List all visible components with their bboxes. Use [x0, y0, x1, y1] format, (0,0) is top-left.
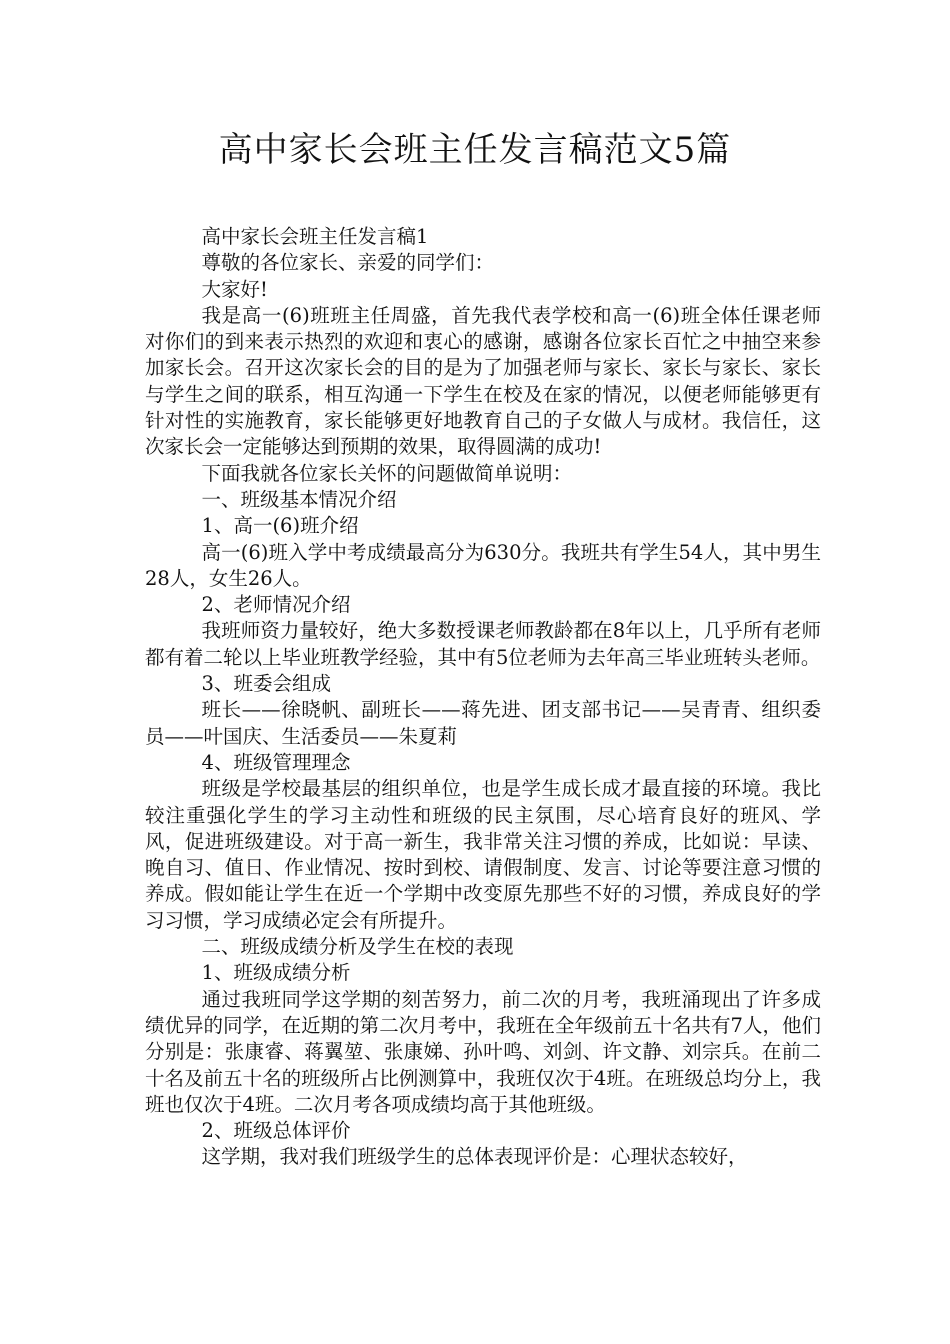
subsection-heading: 2、班级总体评价 [201, 1119, 351, 1143]
section-heading: 一、班级基本情况介绍 [201, 487, 397, 511]
subsection-heading: 1、高一(6)班介绍 [201, 514, 359, 538]
section-heading: 高中家长会班主任发言稿1 [201, 225, 429, 248]
section-heading: 二、班级成绩分析及学生在校的表现 [201, 935, 514, 959]
paragraph: 通过我班同学这学期的刻苦努力，前二次的月考，我班涌现出了许多成绩优异的同学，在近期的第二次月考中，我班在全年级前五十名共有7人，他们分别是：张康睿、蒋翼堃、张康娣、孙叶鸣、刘剑、许文静、刘宗兵。在前二十名及前五十名的班级所占比例测算中，我班仅次于4班。在班级总均分上，我班也仅次于4班。二次月考各项成绩均高于其他班级。 [145, 987, 821, 1116]
paragraph: 高一(6)班入学中考成绩最高分为630分。我班共有学生54人，其中男生28人，女生26人。 [145, 540, 821, 590]
subsection-heading: 2、老师情况介绍 [201, 593, 351, 617]
document-body [145, 224, 821, 1171]
subsection-heading: 4、班级管理理念 [201, 750, 351, 774]
paragraph: 班级是学校最基层的组织单位，也是学生成长成才最直接的环境。我比较注重强化学生的学习主动性和班级的民主氛围，尽心培育良好的班风、学风，促进班级建设。对于高一新生，我非常关注习惯的养成，比如说：早读、晚自习、值日、作业情况、按时到校、请假制度、发言、讨论等要注意习惯的养成。假如能让学生在近一个学期中改变原先那些不好的习惯，养成良好的学习习惯，学习成绩必定会有所提升。 [145, 777, 821, 932]
greeting: 大家好! [201, 277, 268, 301]
paragraph: 这学期，我对我们班级学生的总体表现评价是：心理状态较好， [201, 1145, 748, 1169]
paragraph: 我是高一(6)班班主任周盛，首先我代表学校和高一(6)班全体任课老师对你们的到来表示热烈的欢迎和衷心的感谢，感谢各位家长百忙之中抽空来参加家长会。召开这次家长会的目的是为了加强老师与家长、家长与家长、家长与学生之间的联系，相互沟通一下学生在校及在家的情况，以便老师能够更有针对性的实施教育，家长能够更好地教育自己的子女做人与成材。我信任，这次家长会一定能够达到预期的效果，取得圆满的成功! [145, 303, 821, 459]
paragraph: 班长——徐晓帆、副班长——蒋先进、团支部书记——吴青青、组织委员——叶国庆、生活委员——朱夏莉 [145, 698, 821, 748]
subsection-heading: 1、班级成绩分析 [201, 961, 351, 985]
paragraph: 我班师资力量较好，绝大多数授课老师教龄都在8年以上，几乎所有老师都有着二轮以上毕业班教学经验，其中有5位老师为去年高三毕业班转头老师。 [145, 619, 821, 669]
subsection-heading: 3、班委会组成 [201, 672, 331, 696]
salutation: 尊敬的各位家长、亲爱的同学们： [201, 251, 495, 275]
paragraph: 下面我就各位家长关怀的问题做简单说明： [201, 461, 573, 485]
page-title: 高中家长会班主任发言稿范文5篇 [218, 130, 732, 170]
